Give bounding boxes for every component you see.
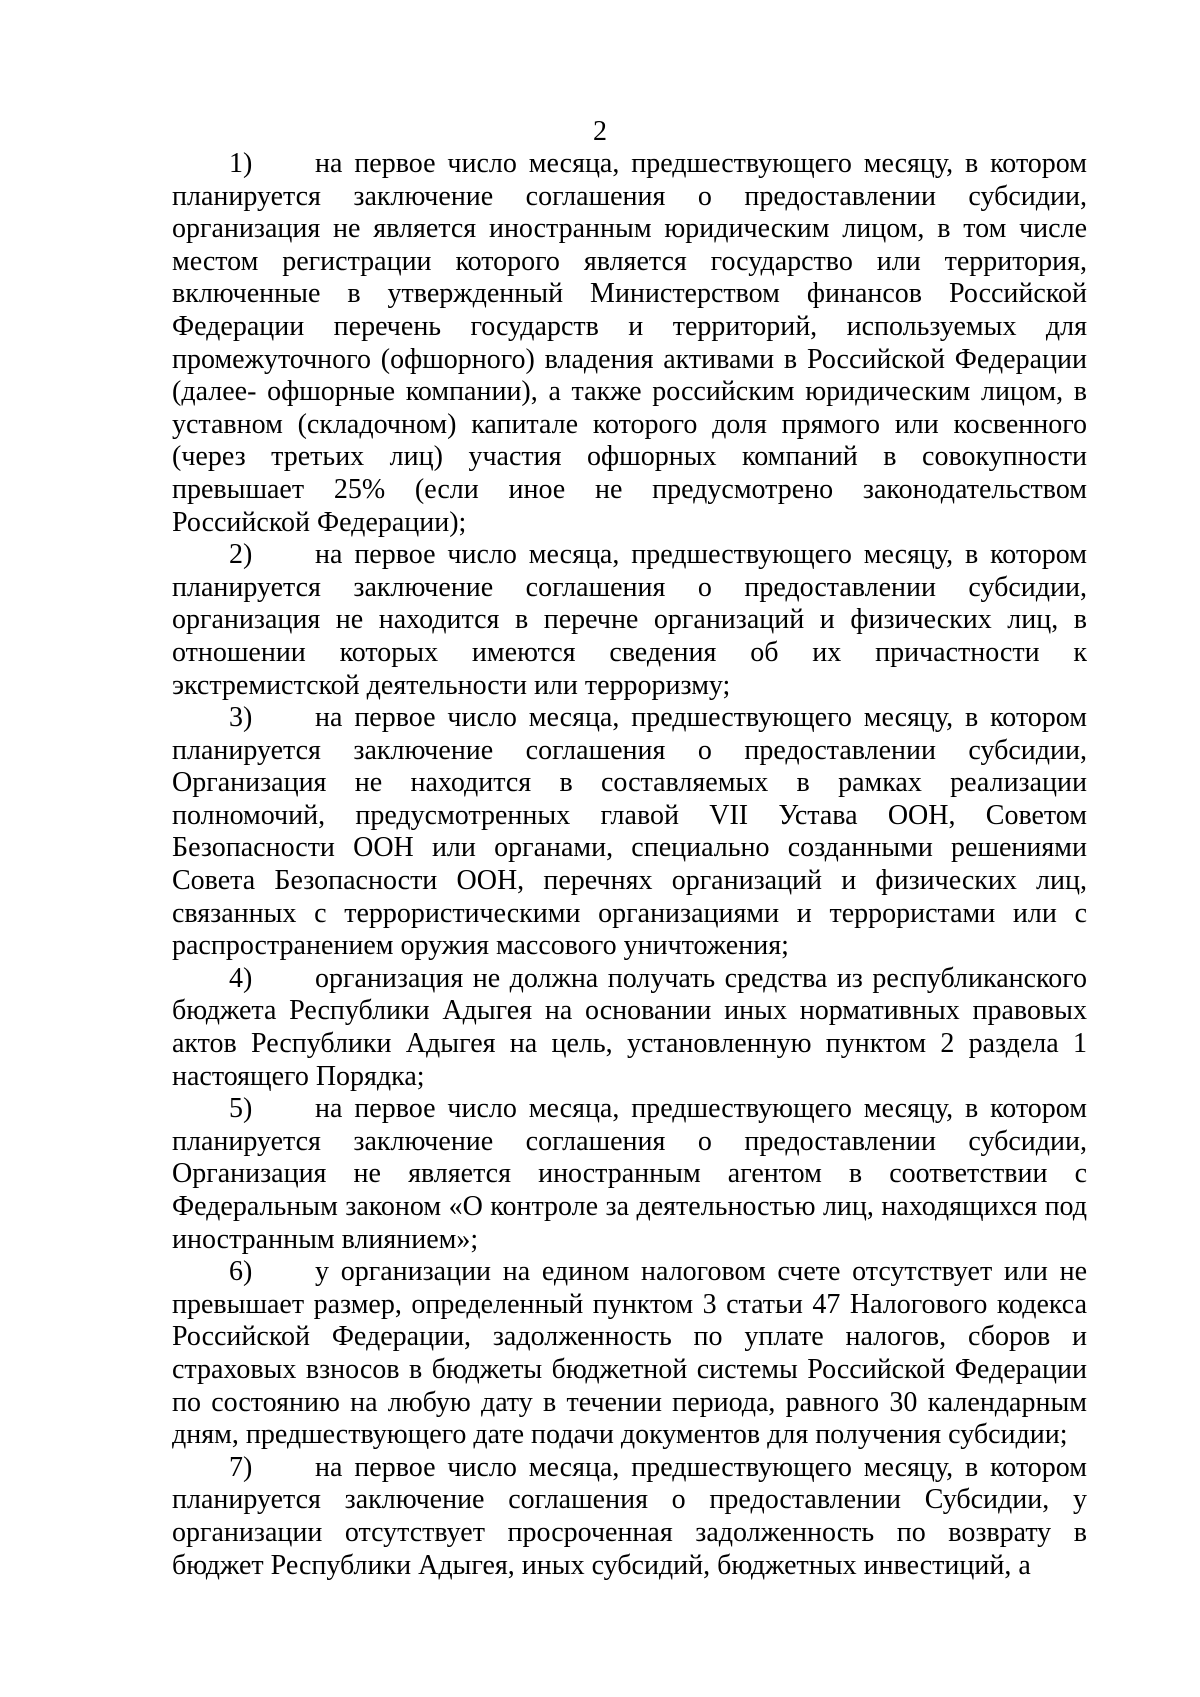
item-text: на первое число месяца, предшествующего месяцу, в котором планируется заключение соглашения о предоставлении субсидии, организация не является иностранным юридическим лицом, в том числе местом регистрации которого является государство или территория, включенные в утвержденный Министерством финансов Российской Федерации перечень государств и территорий, используемых для промежуточного (офшорного) владения активами в Российской Федерации (далее- офшорные компании), а также российским юридическим лицом, в уставном (складочном) капитале которого доля прямого или косвенного (через третьих лиц) участия офшорных компаний в совокупности превышает 25% (если иное не предусмотрено законодательством Российской Федерации); [172,148,1087,538]
list-item [172,148,1087,539]
list-item [172,702,1087,963]
item-number: 2) [229,539,253,571]
page-number: 2 [593,116,607,147]
list-item [172,539,1087,702]
item-text: организация не должна получать средства из республиканского бюджета Республики Адыгея на основании иных нормативных правовых актов Республики Адыгея на цель, установленную пунктом 2 раздела 1 настоящего Порядка; [172,962,1087,1092]
item-number: 5) [229,1093,253,1125]
item-text: на первое число месяца, предшествующего месяцу, в котором планируется заключение соглашения о предоставлении субсидии, организация не находится в перечне организаций и физических лиц, в отношении которых имеются сведения об их причастности к экстремистской деятельности или терроризму; [172,539,1087,701]
item-number: 7) [229,1451,253,1483]
item-text: на первое число месяца, предшествующего месяцу, в котором планируется заключение соглашения о предоставлении субсидии, Организация не является иностранным агентом в соответствии с Федеральным законом «О контроле за деятельностью лиц, находящихся под иностранным влиянием»; [172,1093,1087,1255]
item-number: 1) [229,148,253,179]
item-text: у организации на едином налоговом счете отсутствует или не превышает размер, определенный пунктом 3 статьи 47 Налогового кодекса Российской Федерации, задолженность по уплате налогов, сборов и страховых взносов в бюджеты бюджетной системы Российской Федерации по состоянию на любую дату в течении периода, равного 30 календарным дням, предшествующего дате подачи документов для получения субсидии; [172,1256,1087,1451]
list-item [172,1093,1087,1256]
list-item [172,963,1087,1093]
item-number: 3) [229,702,253,734]
item-number: 4) [229,962,253,994]
requirements-list [172,148,1087,1582]
item-text: на первое число месяца, предшествующего месяцу, в котором планируется заключение соглашения о предоставлении субсидии, Организация не находится в составляемых в рамках реализации полномочий, предусмотренных главой VII Устава ООН, Советом Безопасности ООН или органами, специально созданными решениями Совета Безопасности ООН, перечнях организаций и физических лиц, связанных с террористическими организациями и террористами или с распространением оружия массового уничтожения; [172,702,1087,962]
list-item [172,1256,1087,1452]
item-number: 6) [229,1256,253,1288]
list-item [172,1452,1087,1582]
item-text: на первое число месяца, предшествующего месяцу, в котором планируется заключение соглашения о предоставлении Субсидии, у организации отсутствует просроченная задолженность по возврату в бюджет Республики Адыгея, иных субсидий, бюджетных инвестиций, а [172,1451,1087,1581]
